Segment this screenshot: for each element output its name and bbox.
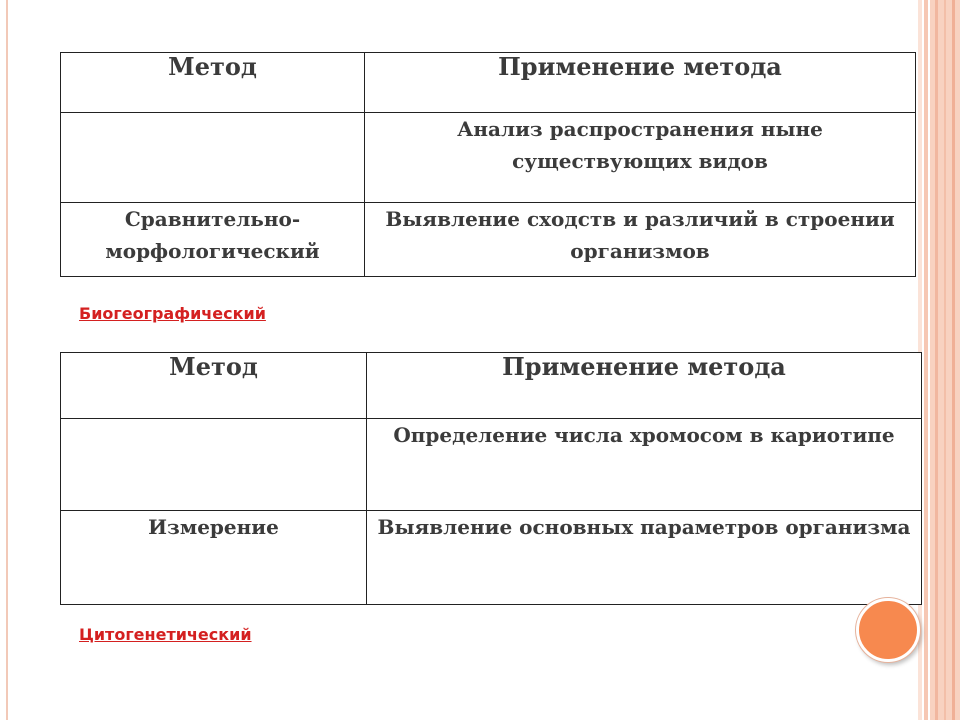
right-decor-stripe — [935, 0, 938, 720]
right-decor-stripe — [944, 0, 946, 720]
table-header-row — [61, 53, 916, 113]
table-row — [61, 203, 916, 277]
methods-table-1 — [60, 52, 916, 277]
left-border-line — [6, 0, 8, 720]
cell-application: Выявление основных параметров организма — [367, 511, 922, 605]
answer-biogeographic[interactable]: Биогеографический — [79, 304, 266, 323]
cell-method: Сравнительно-морфологический — [61, 203, 365, 277]
header-application: Применение метода — [365, 53, 916, 113]
header-method: Метод — [61, 353, 367, 419]
answer-cytogenetic[interactable]: Цитогенетический — [79, 625, 252, 644]
table-row — [61, 511, 922, 605]
cell-method: Измерение — [61, 511, 367, 605]
right-decor-stripe — [952, 0, 955, 720]
cell-application: Выявление сходств и различий в строении организмов — [365, 203, 916, 277]
cell-application: Анализ распространения ныне существующих видов — [365, 113, 916, 203]
right-decor-stripe — [924, 0, 928, 720]
cell-method — [61, 419, 367, 511]
cell-application: Определение числа хромосом в кариотипе — [367, 419, 922, 511]
table-row — [61, 419, 922, 511]
table-row — [61, 113, 916, 203]
header-method: Метод — [61, 53, 365, 113]
methods-table-2 — [60, 352, 922, 605]
cell-method — [61, 113, 365, 203]
orange-circle-decor — [856, 598, 920, 662]
header-application: Применение метода — [367, 353, 922, 419]
table-header-row — [61, 353, 922, 419]
